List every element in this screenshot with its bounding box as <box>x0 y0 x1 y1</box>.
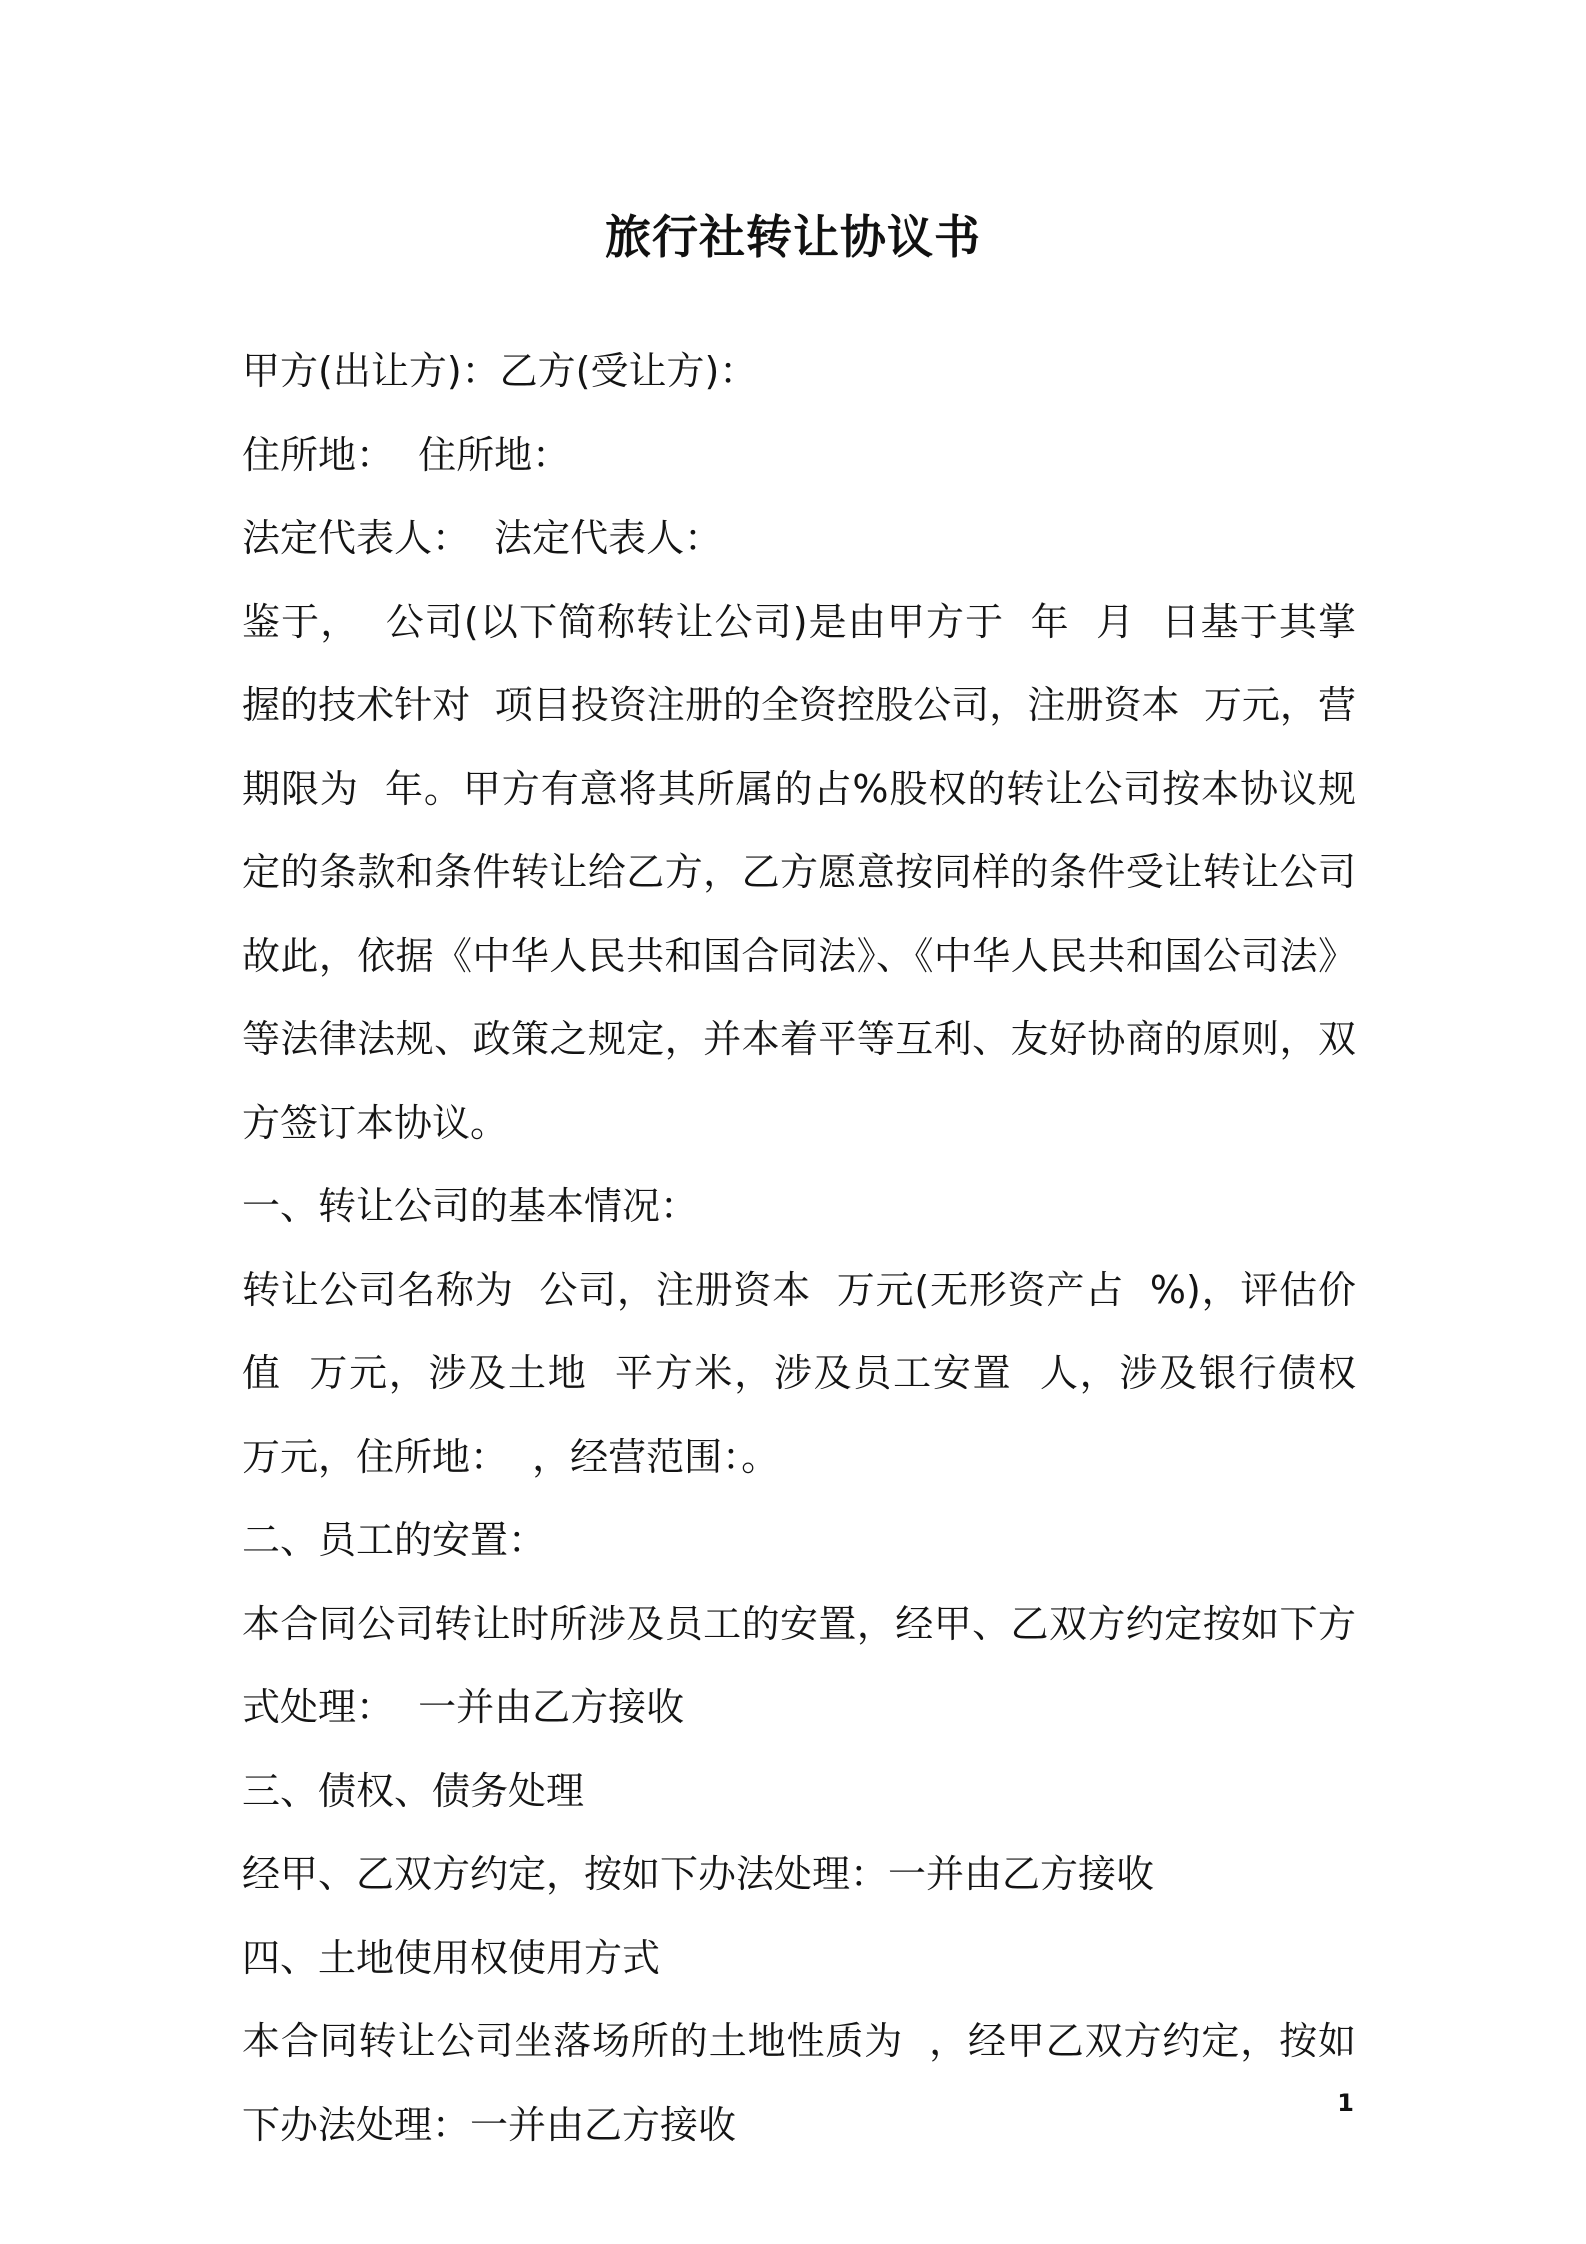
document-title: 旅行社转让协议书 <box>605 210 981 264</box>
address-line: 住所地： 住所地： <box>242 432 571 477</box>
company-info-paragraph: 转让公司名称为 公司，注册资本 万元(无形资产占 %)，评估价值 万元，涉及土地 平方米，涉及员工安置 人，涉及银行债权 万元，住所地： ，经营范围：。 <box>242 1267 1381 1479</box>
party-names-line: 甲方(出让方)：乙方(受让方)： <box>242 349 758 393</box>
section-heading-staff: 二、员工的安置： <box>242 1518 547 1562</box>
staff-paragraph: 本合同公司转让时所涉及员工的安置，经甲、乙双方约定按如下方式处理： 一并由乙方接收 <box>242 1601 1356 1729</box>
section-heading-company-info: 一、转让公司的基本情况： <box>242 1184 699 1228</box>
page-number: 1 <box>1337 2089 1354 2117</box>
section-heading-debts: 三、债权、债务处理 <box>242 1768 585 1813</box>
document-body <box>242 330 1381 2167</box>
legal-representative-line: 法定代表人： 法定代表人： <box>242 516 723 560</box>
debts-paragraph: 经甲、乙双方约定，按如下办法处理：一并由乙方接收 <box>242 1852 1155 1896</box>
preamble-paragraph: 鉴于， 公司(以下简称转让公司)是由甲方于 年 月 日基于其掌握的技术针对 项目投资注册的全资控股公司，注册资本 万元，营期限为 年。甲方有意将其所属的占%股权的转让公司按本协议规定的条款和条件转让给乙方，乙方愿意按同样的条件受让转让公司故此，依据《中华人民共和国合同法》、《中华人民共和国公司法》等法律法规、政策之规定，并本着平等互利、友好协商的原则，双方签订本协议。 <box>242 599 1356 1145</box>
land-paragraph: 本合同转让公司坐落场所的土地性质为 ，经甲乙双方约定，按如下办法处理：一并由乙方接收 <box>242 2019 1356 2147</box>
section-heading-land: 四、土地使用权使用方式 <box>242 1935 661 1980</box>
